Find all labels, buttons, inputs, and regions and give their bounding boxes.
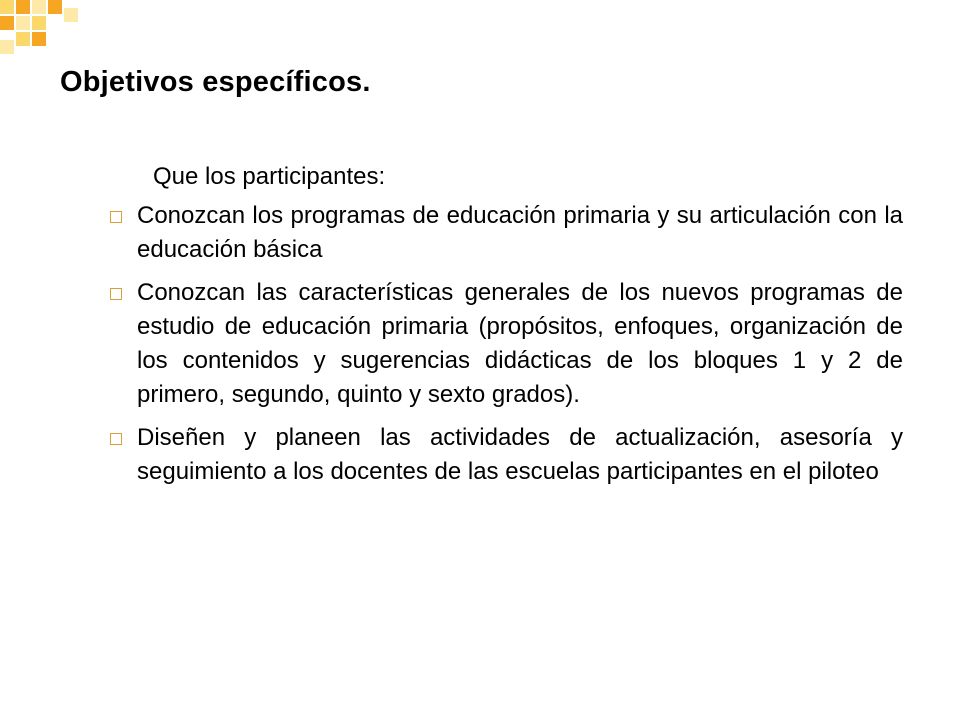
deco-square: [48, 0, 62, 14]
deco-square: [0, 0, 14, 14]
list-item: [110, 199, 903, 267]
list-item: [110, 421, 903, 489]
list-item: [110, 276, 903, 412]
hollow-square-icon: [110, 288, 122, 300]
slide-title: Objetivos específicos.: [60, 66, 371, 98]
list-item-text: Conozcan los programas de educación primaria y su articulación con la educación básica: [137, 202, 903, 263]
intro-text: Que los participantes:: [153, 163, 386, 190]
deco-square: [64, 8, 78, 22]
hollow-square-icon: [110, 433, 122, 445]
list-item-text: Diseñen y planeen las actividades de actualización, asesoría y seguimiento a los docentes de las escuelas participantes en el piloteo: [137, 424, 903, 485]
deco-square: [16, 16, 30, 30]
deco-square: [0, 40, 14, 54]
corner-decoration: [0, 0, 80, 60]
deco-square: [32, 0, 46, 14]
deco-square: [0, 16, 14, 30]
objectives-list: [110, 199, 903, 498]
list-item-text: Conozcan las características generales de los nuevos programas de estudio de educación primaria (propósitos, enfoques, organización de los contenidos y sugerencias didácticas de los bloques 1 y 2 de primero, segundo, quinto y sexto grados).: [137, 279, 903, 408]
deco-square: [32, 32, 46, 46]
deco-square: [32, 16, 46, 30]
hollow-square-icon: [110, 211, 122, 223]
deco-square: [16, 0, 30, 14]
deco-square: [16, 32, 30, 46]
